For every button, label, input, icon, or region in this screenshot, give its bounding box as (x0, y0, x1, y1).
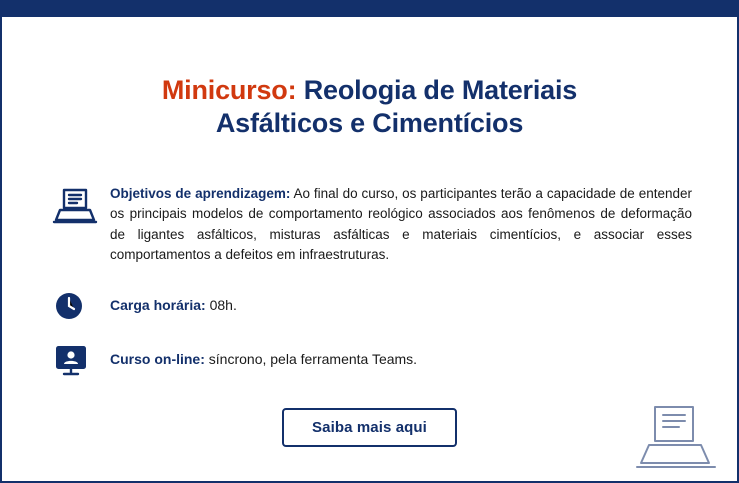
content-body (52, 184, 692, 377)
cta-container (2, 408, 737, 447)
section-curso-body: síncrono, pela ferramenta Teams. (204, 350, 418, 367)
top-accent-bar (2, 2, 737, 17)
section-objetivos (52, 184, 692, 265)
section-curso-online (52, 341, 692, 377)
section-carga-horaria (52, 287, 692, 323)
page-title (2, 74, 737, 140)
title-prefix: Minicurso: (161, 75, 297, 105)
title-main: Reologia de Materiais (296, 75, 578, 105)
laptop-book-icon (52, 184, 110, 226)
section-carga-body: 08h. (205, 296, 237, 313)
section-objetivos-text (110, 184, 692, 265)
section-carga-label: Carga horária: (110, 296, 206, 313)
title-line-1 (2, 74, 737, 107)
section-objetivos-label: Objetivos de aprendizagem: (110, 186, 291, 201)
online-course-icon (52, 341, 110, 377)
saiba-mais-button[interactable]: Saiba mais aqui (282, 408, 457, 447)
title-line-2: Asfálticos e Cimentícios (215, 107, 524, 138)
section-carga-text (110, 295, 692, 316)
laptop-book-watermark-icon (635, 401, 721, 473)
section-curso-text (110, 349, 692, 370)
section-objetivos-body: Ao final do curso, os participantes terão a capacidade de entender os principais modelos de comportamento reológico associados aos fenômenos de deformação de ligantes asfálticos, misturas asfálticas e materiais cimentícios, e associar esses comportamentos a defeitos em infraestruturas. (110, 186, 692, 262)
clock-icon (52, 287, 110, 323)
section-curso-label: Curso on-line: (110, 350, 205, 367)
